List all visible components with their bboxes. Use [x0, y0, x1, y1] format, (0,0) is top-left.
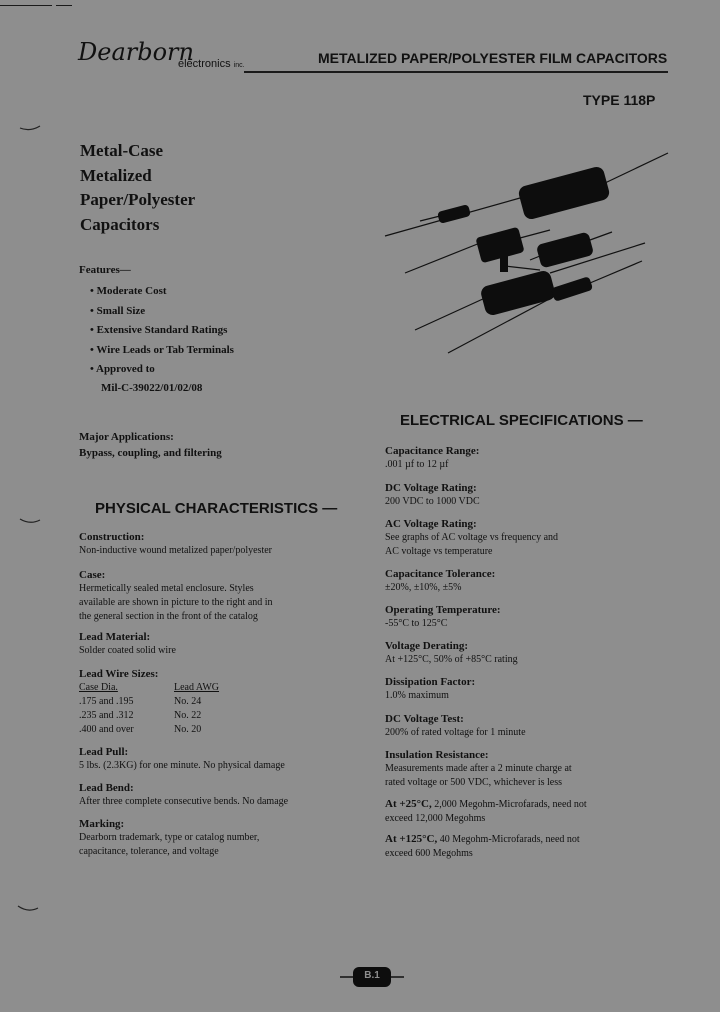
table-header-row [79, 681, 219, 695]
marking-label: Marking: [79, 818, 125, 830]
brand-logo [78, 38, 194, 66]
approval-number: Mil-C-39022/01/02/08 [101, 382, 203, 394]
cell-awg: No. 24 [174, 696, 202, 707]
lead-material-text: Solder coated solid wire [79, 645, 176, 656]
product-title-line-2: Metalized [80, 165, 152, 185]
features-list [90, 282, 234, 380]
capacitance-tolerance-label: Capacitance Tolerance: [385, 568, 496, 580]
product-title-line-1: Metal-Case [80, 141, 164, 160]
ir-at25-block [385, 797, 615, 826]
ir-at25-text-1: 2,000 Megohm-Microfarads, need not [434, 799, 587, 810]
product-title-line-3: Paper/Polyester [80, 190, 196, 209]
lead-material-label: Lead Material: [79, 631, 151, 643]
case-label: Case: [79, 569, 106, 581]
insulation-resistance-text-2: rated voltage or 500 VDC, whichever is less [385, 777, 562, 788]
capacitance-range-label: Capacitance Range: [385, 445, 480, 457]
marking-block [79, 817, 339, 859]
col-lead-awg: Lead AWG [174, 682, 220, 693]
page-badge-text: B.1 [364, 970, 380, 981]
voltage-derating-text: At +125°C, 50% of +85°C rating [385, 654, 518, 665]
voltage-derating-block [385, 639, 615, 667]
product-title [80, 139, 195, 237]
operating-temperature-text: -55°C to 125°C [385, 618, 448, 629]
cell-dia: .400 and over [79, 724, 134, 735]
ac-voltage-rating-block [385, 517, 615, 559]
brand-inc: inc. [233, 62, 245, 69]
feature-item-2: • Small Size [90, 302, 234, 322]
table-row [79, 709, 219, 723]
feature-item-5: • Approved to [90, 360, 234, 380]
capacitance-range-block [385, 444, 615, 472]
dc-voltage-rating-label: DC Voltage Rating: [385, 482, 477, 494]
capacitor-illustration [380, 148, 675, 363]
dc-voltage-test-label: DC Voltage Test: [385, 713, 464, 725]
table-row [79, 695, 219, 709]
lead-material-block [79, 630, 339, 658]
lead-wire-sizes-block [79, 667, 339, 737]
product-title-line-4: Capacitors [80, 214, 160, 234]
capacitance-tolerance-block [385, 567, 615, 595]
lead-wire-table [79, 681, 219, 737]
case-text-3: the general section in the front of the catalog [79, 611, 258, 622]
ac-voltage-rating-text-1: See graphs of AC voltage vs frequency and [385, 532, 559, 543]
brand-suffix-text: electronics [178, 58, 231, 70]
lead-wire-sizes-label: Lead Wire Sizes: [79, 668, 159, 680]
dc-voltage-test-text: 200% of rated voltage for 1 minute [385, 727, 526, 738]
dissipation-factor-text: 1.0% maximum [385, 690, 449, 701]
capacitance-tolerance-text: ±20%, ±10%, ±5% [385, 582, 462, 593]
type-label: TYPE 118P [583, 92, 656, 108]
lead-bend-block [79, 781, 339, 809]
operating-temperature-label: Operating Temperature: [385, 604, 501, 616]
dc-voltage-rating-block [385, 481, 615, 509]
case-text-2: available are shown in picture to the right and in [79, 597, 273, 608]
punch-mark-2 [18, 513, 42, 527]
cell-awg: No. 22 [174, 710, 202, 721]
features-heading: Features— [79, 264, 131, 276]
lead-pull-text: 5 lbs. (2.3KG) for one minute. No physical damage [79, 760, 285, 771]
operating-temperature-block [385, 603, 615, 631]
header-rule [244, 71, 668, 73]
ir-at25-label: At +25°C, [385, 798, 432, 810]
construction-block [79, 530, 339, 558]
dissipation-factor-label: Dissipation Factor: [385, 676, 476, 688]
cell-dia: .235 and .312 [79, 710, 134, 721]
page-badge [340, 965, 404, 989]
ir-at125-text-1: 40 Megohm-Microfarads, need not [439, 834, 580, 845]
ir-at25-text-2: exceed 12,000 Megohms [385, 813, 486, 824]
dc-voltage-rating-text: 200 VDC to 1000 VDC [385, 496, 480, 507]
ir-at125-label: At +125°C, [385, 833, 438, 845]
marking-text-1: Dearborn trademark, type or catalog number, [79, 832, 260, 843]
cell-dia: .175 and .195 [79, 696, 134, 707]
punch-mark-3 [16, 901, 40, 915]
physical-section-title: PHYSICAL CHARACTERISTICS — [95, 500, 338, 517]
brand-suffix [178, 58, 245, 70]
dissipation-factor-block [385, 675, 615, 703]
applications-text: Bypass, coupling, and filtering [79, 447, 222, 459]
construction-label: Construction: [79, 531, 145, 543]
table-row [79, 723, 219, 737]
feature-item-3: • Extensive Standard Ratings [90, 321, 234, 341]
doc-title: METALIZED PAPER/POLYESTER FILM CAPACITORS [318, 50, 668, 66]
feature-item-4: • Wire Leads or Tab Terminals [90, 341, 234, 361]
feature-item-1: • Moderate Cost [90, 282, 234, 302]
cell-awg: No. 20 [174, 724, 202, 735]
dc-voltage-test-block [385, 712, 615, 740]
ac-voltage-rating-label: AC Voltage Rating: [385, 518, 477, 530]
capacitance-range-text: .001 µf to 12 µf [385, 459, 449, 470]
ir-at125-block [385, 832, 615, 861]
scan-mark-top-2 [56, 5, 72, 6]
construction-text: Non-inductive wound metalized paper/polyester [79, 545, 272, 556]
insulation-resistance-block [385, 748, 615, 790]
lead-pull-label: Lead Pull: [79, 746, 129, 758]
col-case-dia: Case Dia. [79, 682, 118, 693]
insulation-resistance-label: Insulation Resistance: [385, 749, 489, 761]
lead-pull-block [79, 745, 339, 773]
ir-at125-text-2: exceed 600 Megohms [385, 848, 473, 859]
case-text-1: Hermetically sealed metal enclosure. Styles [79, 583, 254, 594]
voltage-derating-label: Voltage Derating: [385, 640, 468, 652]
lead-bend-label: Lead Bend: [79, 782, 134, 794]
ac-voltage-rating-text-2: AC voltage vs temperature [385, 546, 493, 557]
applications-heading: Major Applications: [79, 431, 174, 443]
marking-text-2: capacitance, tolerance, and voltage [79, 846, 219, 857]
brand-name: Dearborn [78, 38, 194, 66]
punch-mark-1 [18, 120, 42, 134]
case-block [79, 568, 339, 624]
scan-mark-top [0, 5, 52, 6]
lead-bend-text: After three complete consecutive bends. No damage [79, 796, 289, 807]
electrical-section-title: ELECTRICAL SPECIFICATIONS — [400, 412, 643, 429]
insulation-resistance-text-1: Measurements made after a 2 minute charge at [385, 763, 572, 774]
